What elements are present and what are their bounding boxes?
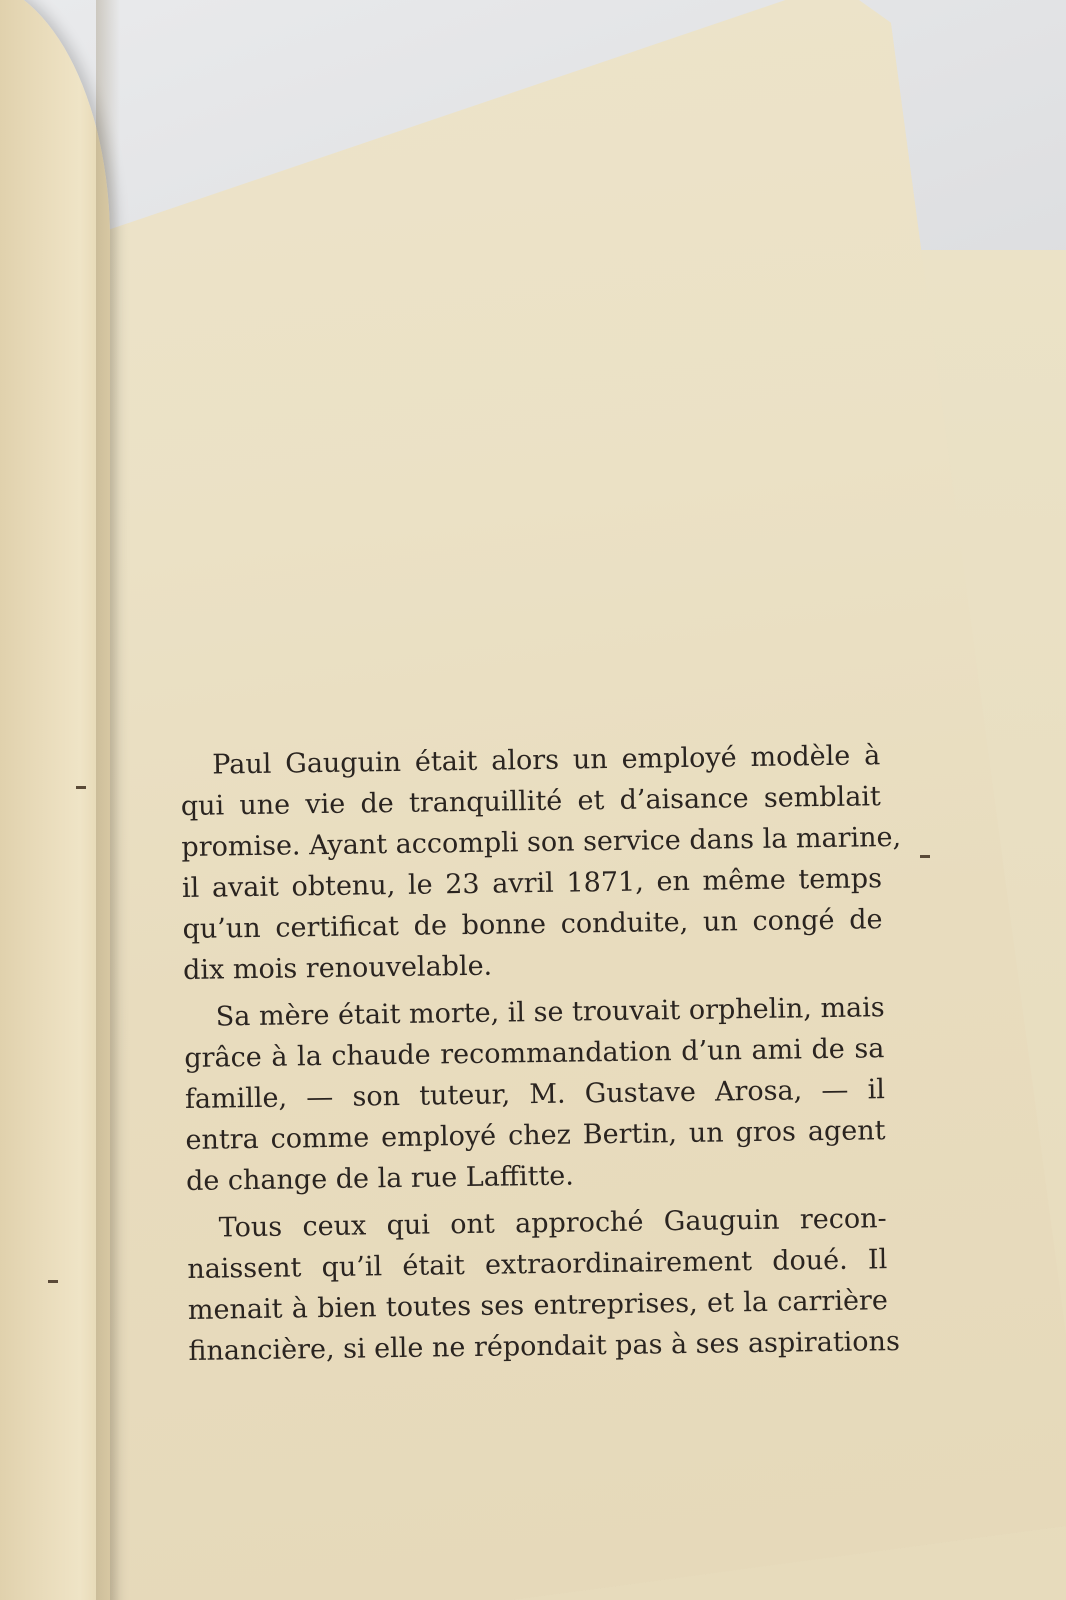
text-line: il avait obtenu, le 23 avril 1871, en même temps	[181, 863, 883, 904]
text-line: Sa mère était morte, il se trouvait orphelin, mais	[215, 992, 885, 1033]
text-line: Paul Gauguin était alors un employé modèle à	[212, 740, 881, 781]
text-line: menait à bien toutes ses entreprises, et la carrière	[187, 1285, 889, 1326]
text-line: qui une vie de tranquillité et d’aisance semblait	[180, 781, 882, 822]
paragraph	[180, 735, 902, 991]
text-line: entra comme employé chez Bertin, un gros agent	[185, 1115, 886, 1156]
text-line: naissent qu’il était extraordinairement doué. Il	[187, 1244, 888, 1285]
text-line: Tous ceux qui ont approché Gauguin recon-	[218, 1203, 887, 1244]
text-line: qu’un certificat de bonne conduite, un congé de	[182, 904, 883, 945]
text-line: famille, — son tuteur, M. Gustave Arosa, — il	[184, 1074, 886, 1115]
page-mark	[76, 786, 86, 789]
page-mark	[48, 1280, 58, 1283]
text-line: financière, si elle ne répondait pas à ses aspirations	[188, 1326, 901, 1367]
previous-page-edge	[0, 0, 110, 1600]
text-line: grâce à la chaude recommandation d’un ami de sa	[184, 1033, 885, 1074]
page-mark	[920, 855, 930, 858]
paragraph	[186, 1198, 901, 1372]
text-line: de change de la rue Laffitte.	[185, 1160, 575, 1197]
paragraph	[184, 987, 887, 1202]
body-text	[180, 735, 902, 1378]
gutter-shadow	[96, 0, 120, 1600]
text-line: dix mois renouvelable.	[182, 950, 493, 986]
text-line: promise. Ayant accompli son service dans la marine,	[181, 821, 902, 863]
